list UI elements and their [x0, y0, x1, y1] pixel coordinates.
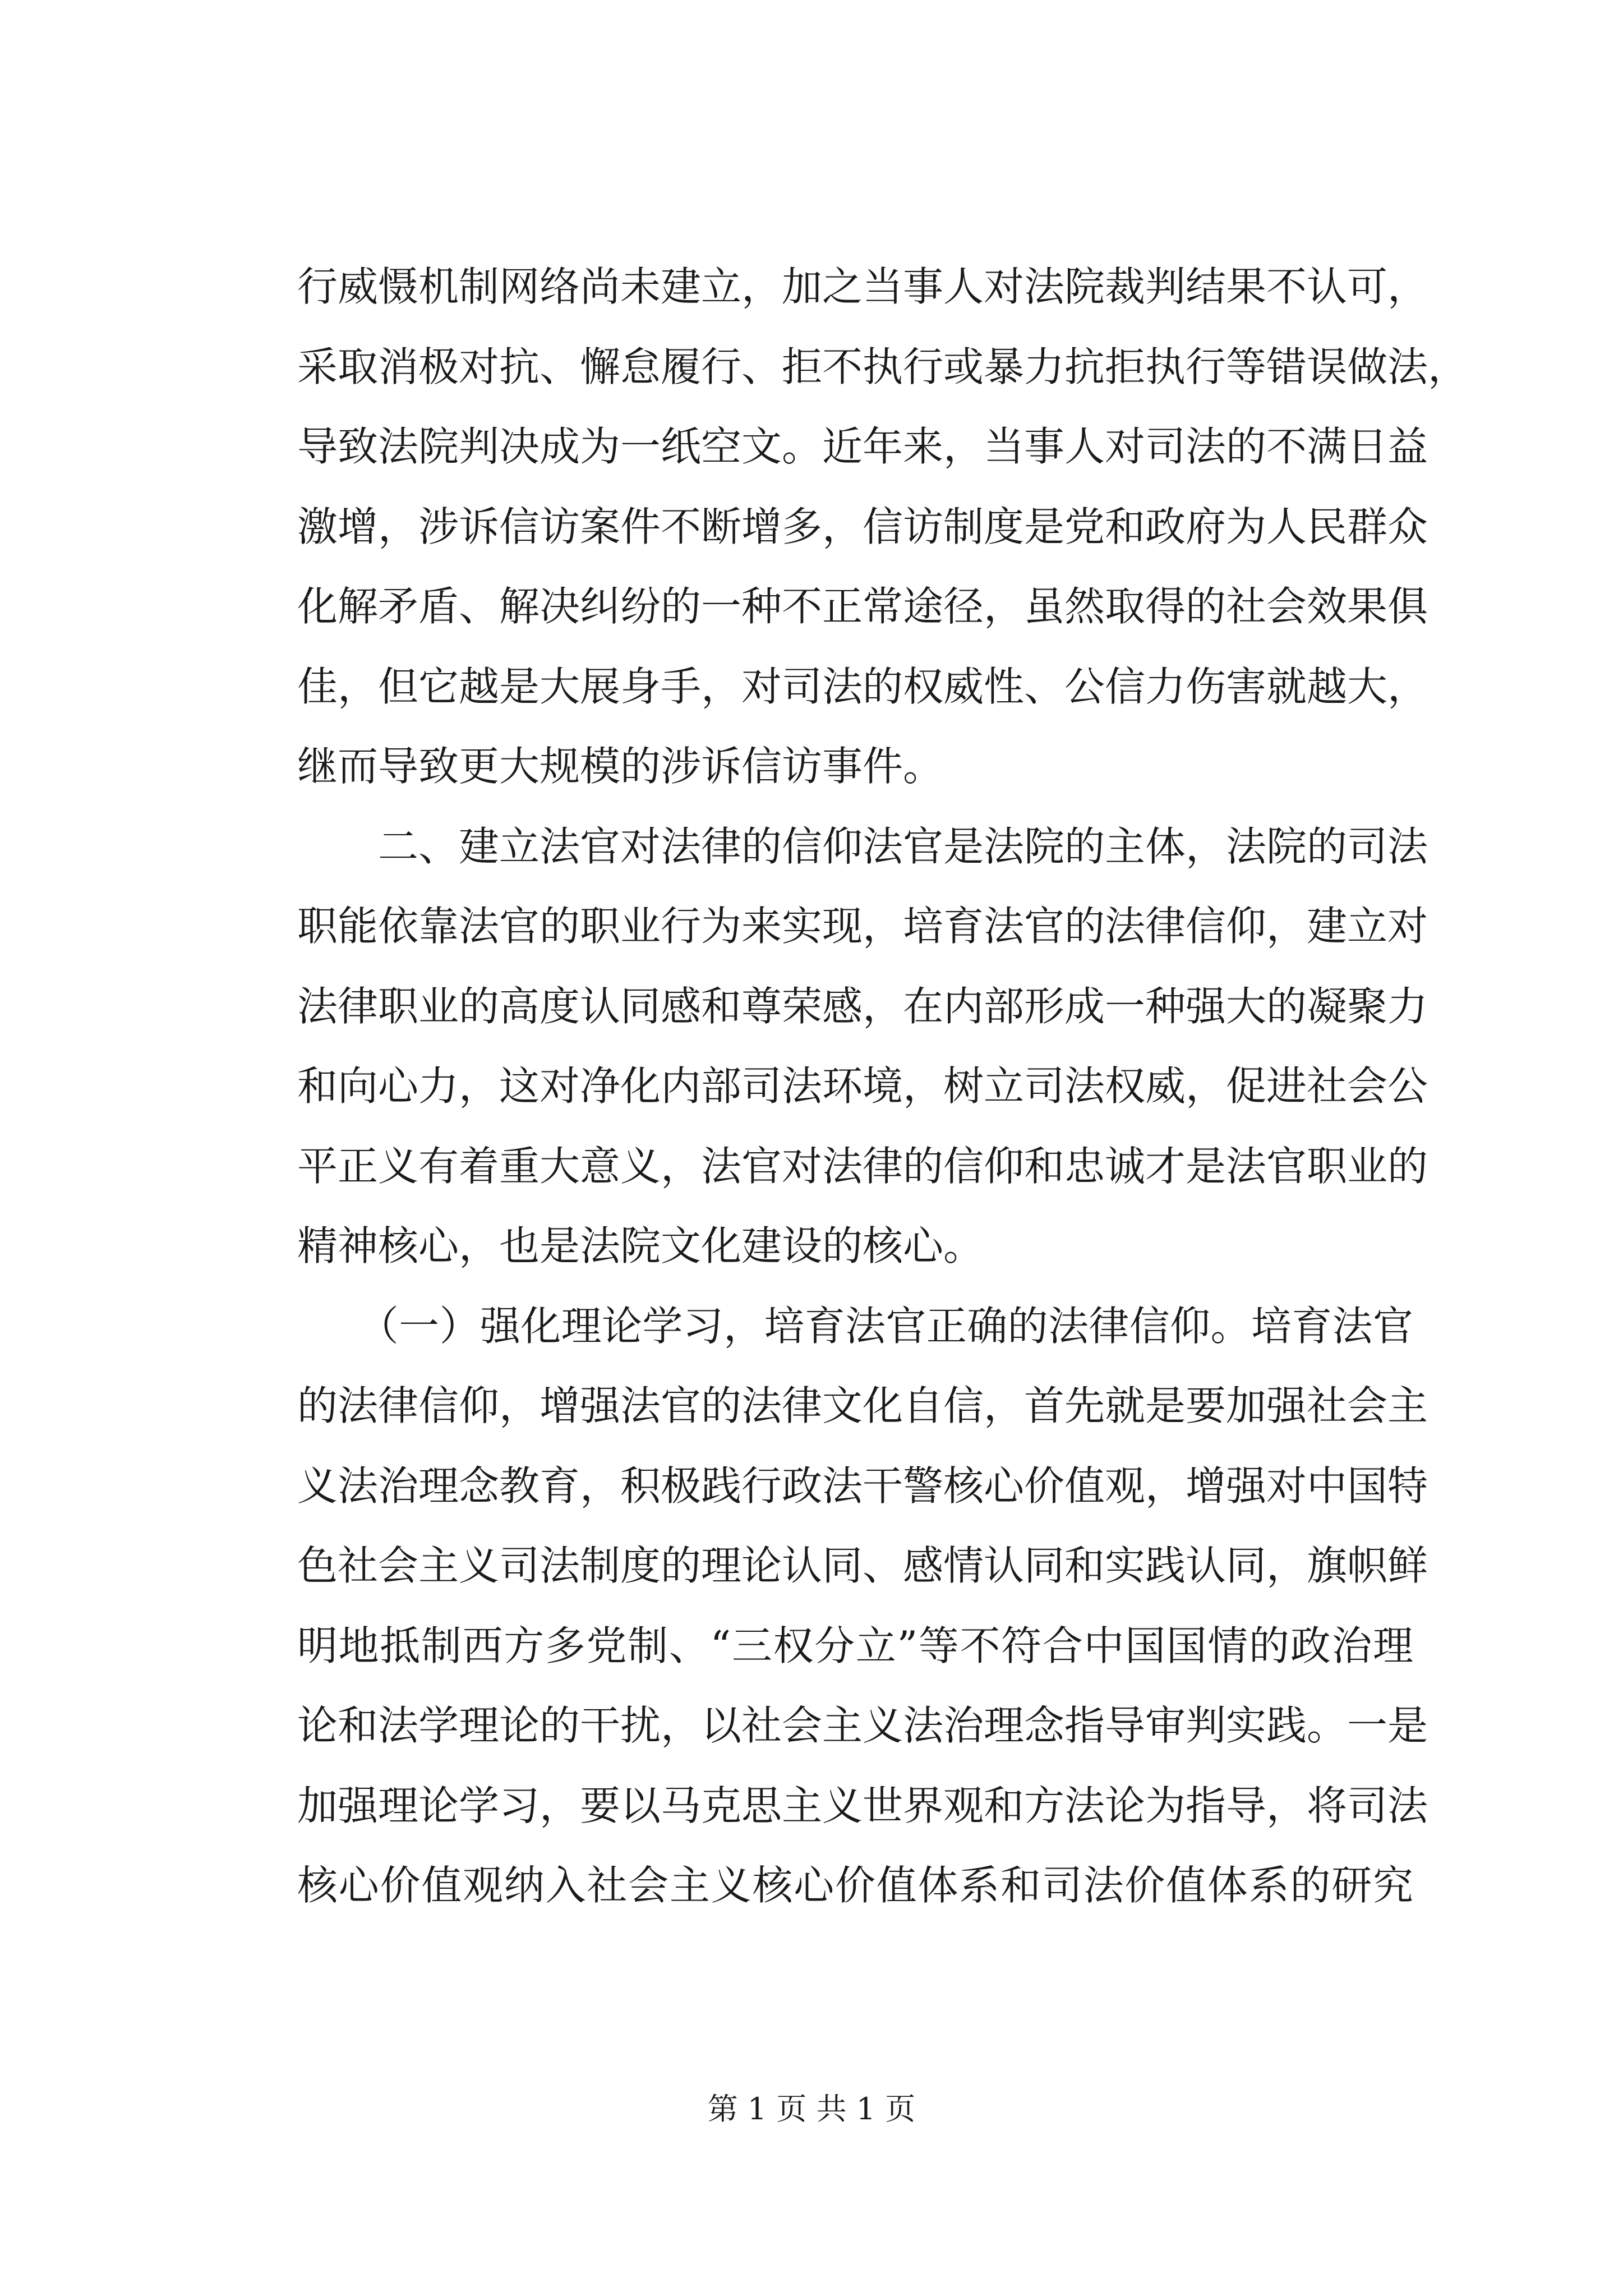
- text-line: 核心价值观纳入社会主义核心价值体系和司法价值体系的研究: [297, 1862, 1413, 1909]
- text-line: 论和法学理论的干扰，以社会主义法治理念指导审判实践。一是: [297, 1702, 1428, 1749]
- text-line: 导致法院判决成为一纸空文。近年来，当事人对司法的不满日益: [297, 423, 1428, 470]
- text-line: 采取消极对抗、懈怠履行、拒不执行或暴力抗拒执行等错误做法，: [297, 343, 1469, 390]
- text-line: 和向心力，这对净化内部司法环境，树立司法权威，促进社会公: [297, 1062, 1428, 1110]
- text-line: 法律职业的高度认同感和尊荣感，在内部形成一种强大的凝聚力: [297, 982, 1428, 1030]
- text-line: 职能依靠法官的职业行为来实现，培育法官的法律信仰，建立对: [297, 903, 1428, 950]
- text-line: 加强理论学习，要以马克思主义世界观和方法论为指导，将司法: [297, 1782, 1428, 1829]
- text-line: 精神核心，也是法院文化建设的核心。: [297, 1222, 984, 1269]
- text-line: （一）强化理论学习，培育法官正确的法律信仰。培育法官: [297, 1302, 1413, 1350]
- text-line: 色社会主义司法制度的理论认同、感情认同和实践认同，旗帜鲜: [297, 1542, 1428, 1589]
- text-line: 的法律信仰，增强法官的法律文化自信，首先就是要加强社会主: [297, 1382, 1428, 1429]
- page-number: 第 1 页 共 1 页: [707, 2091, 916, 2127]
- text-line: 明地抵制西方多党制、“三权分立”等不符合中国国情的政治理: [297, 1622, 1413, 1669]
- text-line: 佳，但它越是大展身手，对司法的权威性、公信力伤害就越大，: [297, 662, 1428, 710]
- text-line: 激增，涉诉信访案件不断增多，信访制度是党和政府为人民群众: [297, 503, 1428, 550]
- text-line: 化解矛盾、解决纠纷的一种不正常途径，虽然取得的社会效果俱: [297, 583, 1428, 630]
- text-line: 二、建立法官对法律的信仰法官是法院的主体，法院的司法: [297, 822, 1428, 870]
- page-footer: [0, 2087, 1623, 2132]
- body-text: [297, 247, 1469, 1926]
- text-line: 继而导致更大规模的涉诉信访事件。: [297, 743, 944, 790]
- text-line: 平正义有着重大意义，法官对法律的信仰和忠诚才是法官职业的: [297, 1142, 1428, 1190]
- text-line: 行威慑机制网络尚未建立，加之当事人对法院裁判结果不认可，: [297, 263, 1428, 310]
- text-line: 义法治理念教育，积极践行政法干警核心价值观，增强对中国特: [297, 1462, 1428, 1510]
